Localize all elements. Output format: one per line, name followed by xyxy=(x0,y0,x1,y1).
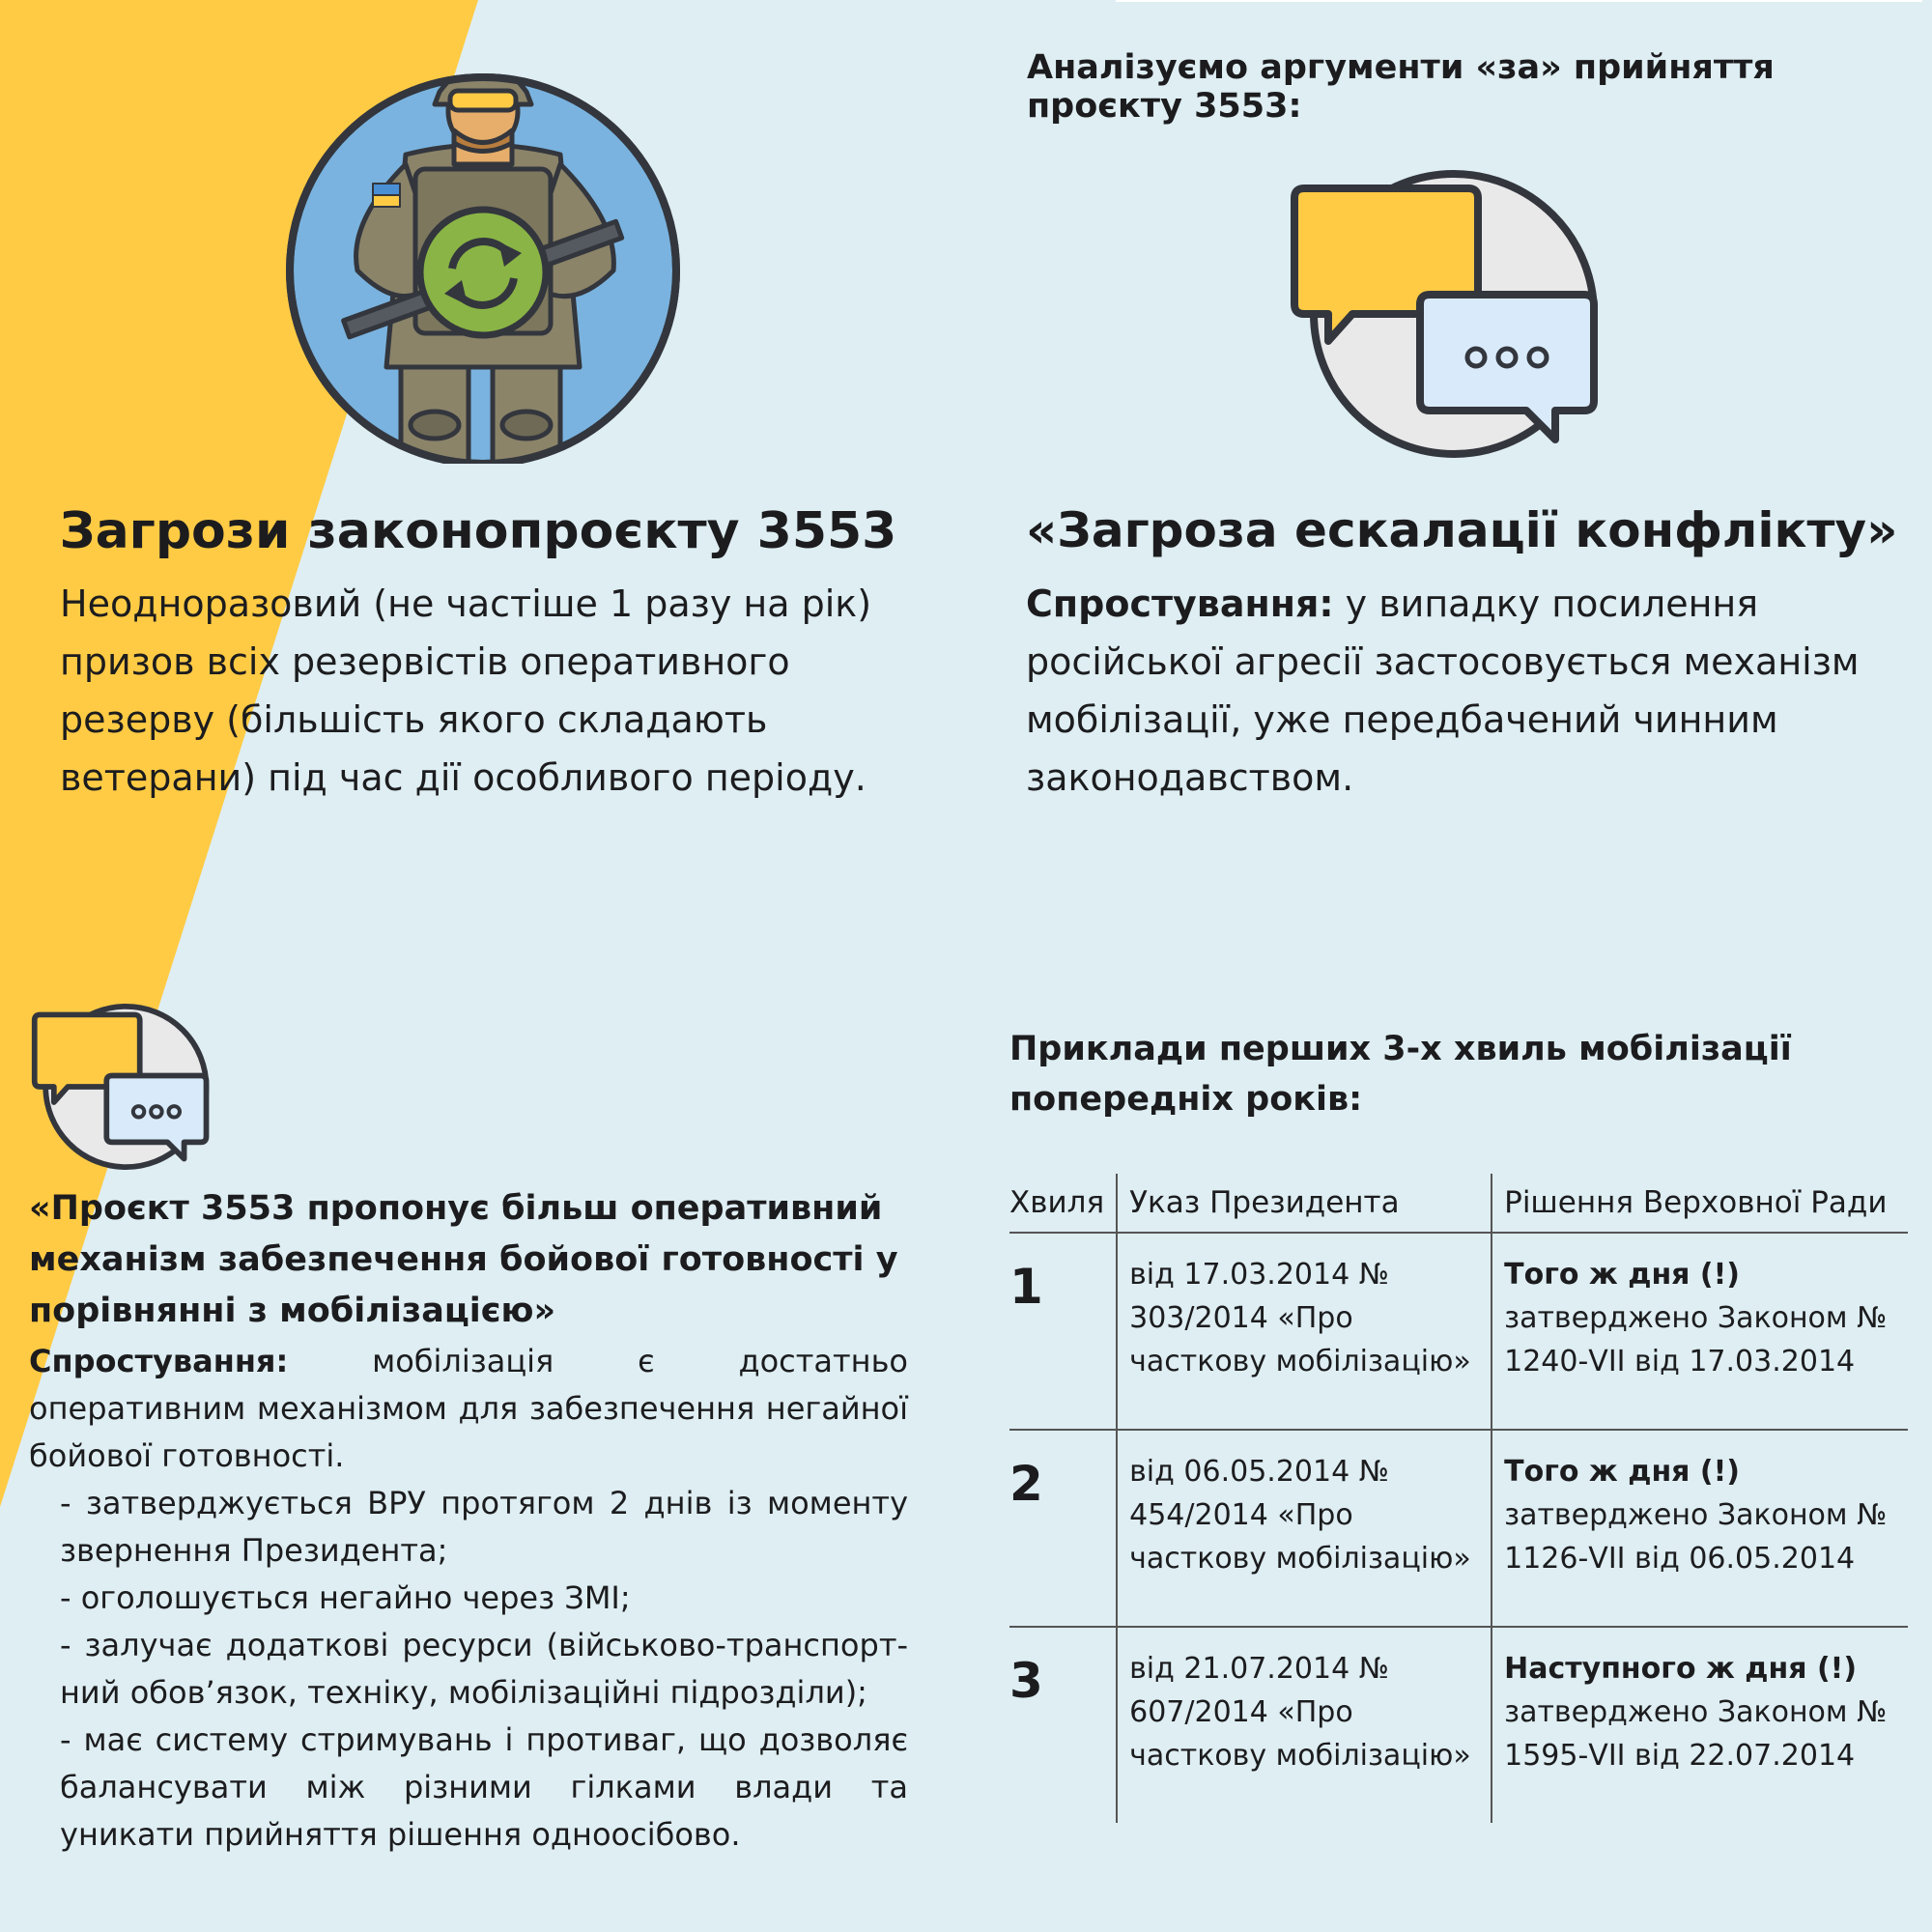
list-item: - має систему стримувань і противаг, що дозволяє балансувати між різними гілками влади та уникати прийняття рішення одноосібово. xyxy=(60,1721,908,1853)
list-item: - залучає додаткові ресурси (військово-транспорт-ний обов’язок, техніку, мобілізаційні підрозділи); xyxy=(60,1627,908,1711)
decision-text: затверджено Законом № 1126-VII від 06.05.2014 xyxy=(1504,1498,1888,1576)
refresh-icon xyxy=(420,210,546,335)
proposal-bullets xyxy=(60,1480,908,1859)
threat-title: Загрози законопроєкту 3553 xyxy=(59,502,897,560)
decision-cell xyxy=(1492,1430,1908,1627)
wave-number: 1 xyxy=(1009,1259,1043,1315)
analysis-heading: Аналізуємо аргументи «за» прийняття проєкту 3553: xyxy=(1027,48,1775,126)
column-header-decree: Указ Президента xyxy=(1117,1174,1492,1233)
wave-number: 2 xyxy=(1009,1430,1117,1627)
decree-cell: від 06.05.2014 № 454/2014 «Про часткову мобілізацію» xyxy=(1117,1430,1492,1627)
proposal-title: «Проєкт 3553 пропонує більш оперативний механізм забезпечення бойової готовності у порівнянні з мобілізацією» xyxy=(29,1189,898,1330)
threat-text: Неодноразовий (не частіше 1 разу на рік) призов всіх резервістів оперативного резерву (більшість якого складають ветерани) під час дії особливого періоду. xyxy=(60,582,872,799)
chat-bubbles-small-icon xyxy=(29,1000,217,1174)
escalation-title: «Загроза ескалації конфлікту» xyxy=(1026,502,1898,558)
proposal-lead: Спростування: xyxy=(29,1343,289,1379)
decision-text: затверджено Законом № 1240-VII від 17.03.2014 xyxy=(1504,1301,1888,1378)
escalation-body: у випадку посилення російської агресії застосовується механізм мобілізації, уже передбачений чинним законодавством. xyxy=(1026,582,1860,799)
decree-cell: від 17.03.2014 № 303/2014 «Про часткову мобілізацію» xyxy=(1117,1233,1492,1430)
proposal-text xyxy=(29,1338,908,1480)
mobilization-waves-table xyxy=(1009,1174,1908,1823)
chat-bubbles-icon xyxy=(1285,169,1613,459)
table-header-row xyxy=(1009,1174,1908,1233)
table-row xyxy=(1009,1233,1908,1430)
column-header-wave: Хвиля xyxy=(1009,1174,1117,1233)
decision-lead: Того ж дня (!) xyxy=(1504,1455,1740,1489)
escalation-text xyxy=(1026,575,1895,807)
wave-number: 3 xyxy=(1009,1627,1117,1823)
table-row xyxy=(1009,1430,1908,1627)
escalation-lead: Спростування: xyxy=(1026,582,1334,625)
column-header-decision: Рішення Верховної Ради xyxy=(1492,1174,1908,1233)
decision-lead: Наступного ж дня (!) xyxy=(1504,1652,1858,1686)
list-item: - оголошується негайно через ЗМІ; xyxy=(60,1579,631,1616)
decree-cell: від 21.07.2014 № 607/2014 «Про часткову мобілізацію» xyxy=(1117,1627,1492,1823)
decision-lead: Того ж дня (!) xyxy=(1504,1258,1740,1292)
decision-text: затверджено Законом № 1595-VII від 22.07.2014 xyxy=(1504,1695,1888,1773)
decision-cell xyxy=(1492,1627,1908,1823)
list-item: - затверджується ВРУ протягом 2 днів із моменту звернення Президента; xyxy=(60,1485,908,1569)
proposal-body: мобілізація є достатньо оперативним механізмом для забезпечення негайної бойової готовності. xyxy=(29,1343,908,1474)
examples-heading: Приклади перших 3-х хвиль мобілізації попередніх років: xyxy=(1009,1030,1792,1119)
decision-cell xyxy=(1492,1233,1908,1430)
table-row xyxy=(1009,1627,1908,1823)
soldier-illustration xyxy=(280,39,686,464)
